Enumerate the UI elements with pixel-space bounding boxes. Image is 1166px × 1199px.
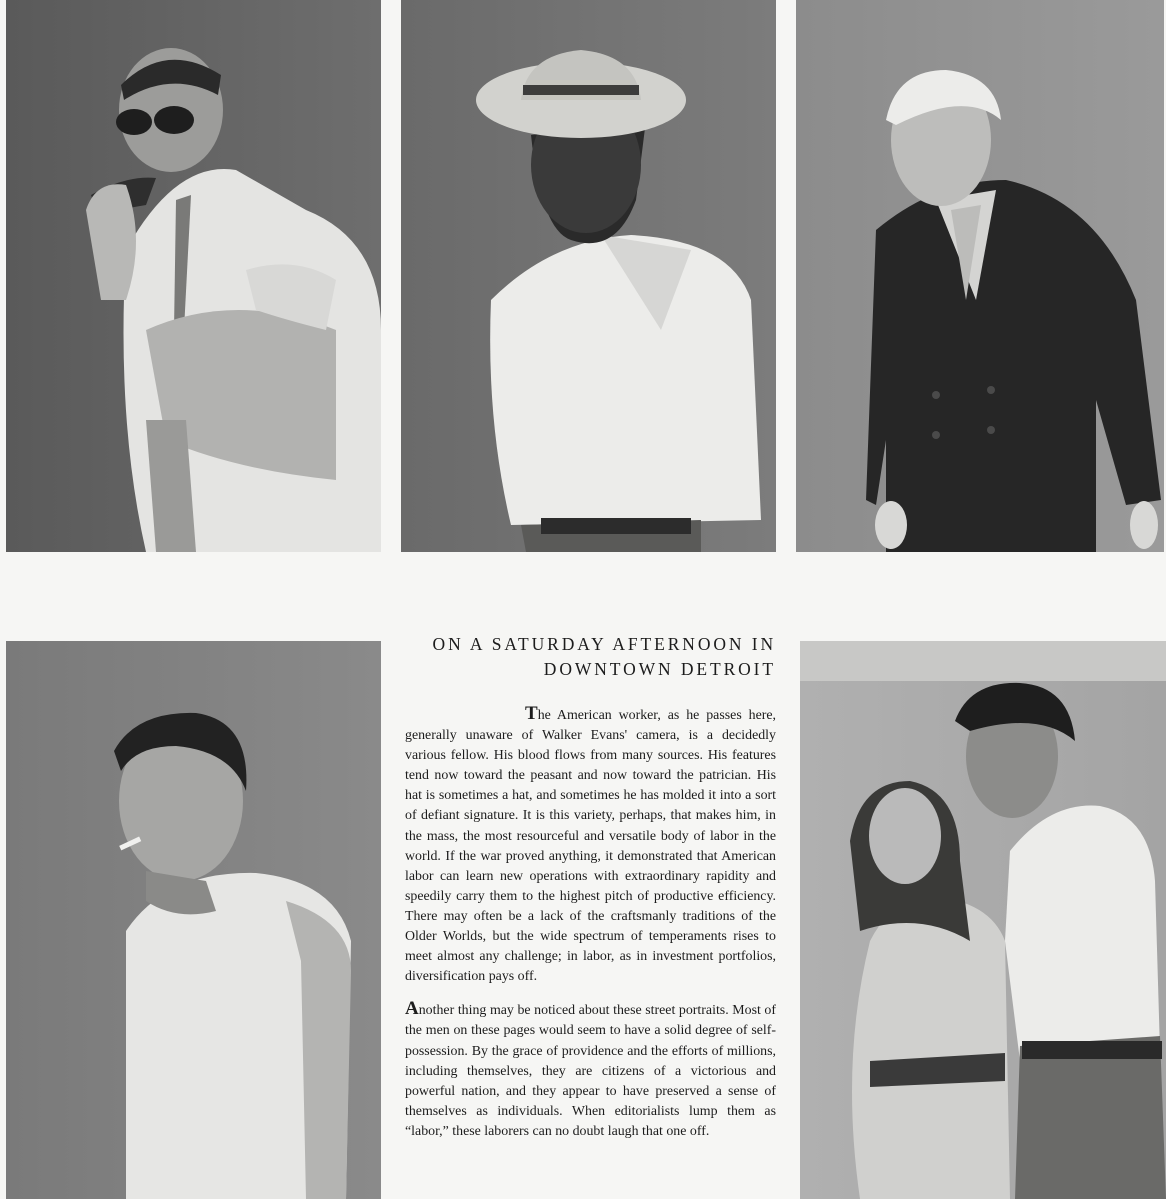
photo-man-straw-hat [401,0,776,552]
paragraph-1-text: he American worker, as he passes here, generally unaware of Walker Evans' camera, is a decidedly various fellow. His blood flows from many sources. His features tend now toward the peasant and now toward the patrician. His hat is sometimes a hat, and sometimes he has molded it into a sort of defiant signature. It is this variety, perhaps, that makes him, in the mass, the most resourceful and versatile body of labor in the world. If the war proved anything, it demonstrated that American labor can learn new operations with extraordinary rapidity and speedily carry them to the highest pitch of productive efficiency. There may often be a lack of the craftsmanly traditions of the Older Worlds, but the wide spectrum of temperaments rises to meet almost any challenge; in labor, as in investment portfolios, diversification pays off. [405,708,776,985]
paragraph-2-text: nother thing may be noticed about these street portraits. Most of the men on these pages would seem to have a solid degree of self-possession. By the grace of providence and the efforts of millions, including themselves, they are citizens of a victorious and powerful nation, and they appear to have preserved a sense of themselves as individuals. When editorialists lump them as “labor,” these laborers can no doubt laugh that one off. [405,1003,776,1139]
headline [405,632,776,682]
article-paragraph-1 [405,704,776,987]
dropcap-2: A [405,998,419,1020]
dropcap-1: T [525,703,538,724]
headline-line-2: DOWNTOWN DETROIT [543,659,776,679]
photo-man-dark-suit [796,0,1164,552]
photo-couple-walking [800,641,1166,1199]
photo-man-sunglasses-cigar [6,0,381,552]
article [405,632,776,1199]
photo-man-tshirt-cigarette [6,641,381,1199]
headline-line-1: ON A SATURDAY AFTERNOON IN [432,634,776,654]
article-paragraph-2 [405,999,776,1142]
